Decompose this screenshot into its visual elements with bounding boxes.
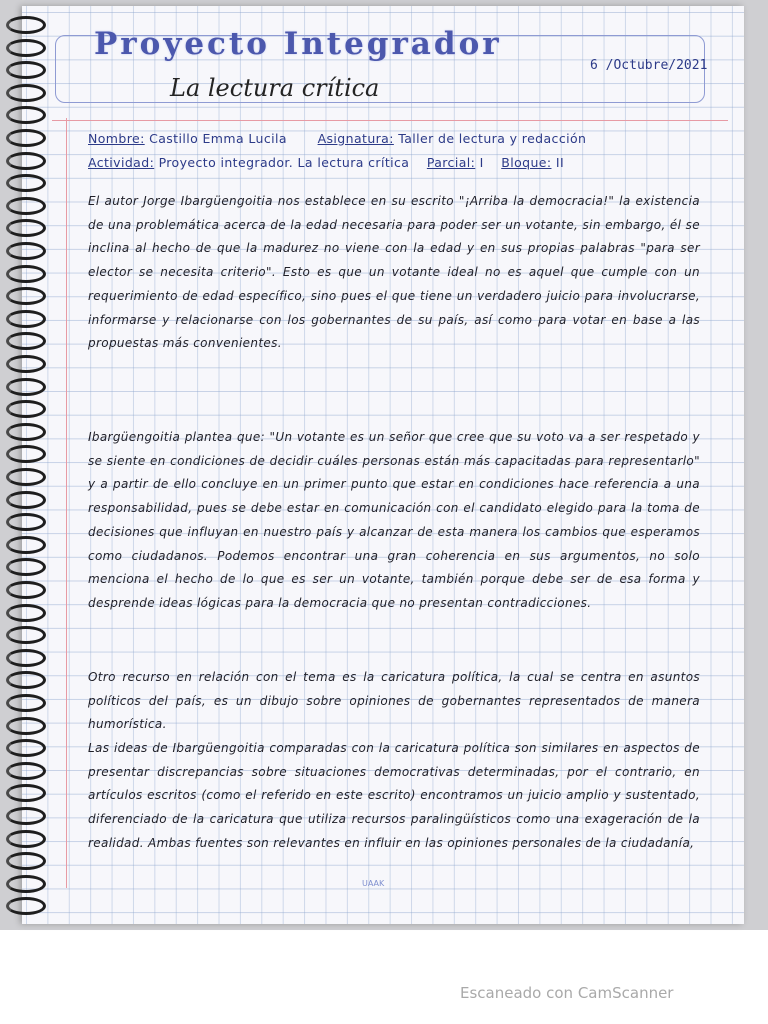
page-subtitle: La lectura crítica [170, 74, 380, 102]
spiral-coil [6, 445, 46, 463]
activity-value: Proyecto integrador. La lectura crítica [158, 155, 410, 170]
spiral-coil [6, 219, 46, 237]
spiral-coil [6, 84, 46, 102]
camscanner-watermark: Escaneado con CamScanner [460, 984, 674, 1002]
subject-value: Taller de lectura y redacción [398, 131, 587, 146]
page-title: Proyecto Integrador [94, 26, 502, 62]
spiral-coil [6, 739, 46, 757]
name-label: Nombre: [88, 131, 145, 146]
page-marker: UAAK [362, 879, 385, 888]
spiral-coil [6, 852, 46, 870]
spiral-coil [6, 355, 46, 373]
spiral-coil [6, 174, 46, 192]
paragraph-4: Las ideas de Ibargüengoitia comparadas con la caricatura política son similares en aspectos de presentar discrepancias sobre situaciones democrativas determinadas, por el contrario, en artículos escritos (como el referido en este escrito) encontramos un juicio amplio y sustentado, diferenciado de la caricatura que utiliza recursos paralingüísticos como una exageración de la realidad. Ambas fuentes son relevantes en influir en las opiniones personales de la ciudadanía, [88, 741, 700, 850]
meta-line-2 [88, 155, 564, 170]
spiral-coil [6, 762, 46, 780]
spiral-coil [6, 649, 46, 667]
spiral-coil [6, 694, 46, 712]
spiral-coil [6, 287, 46, 305]
spiral-coil [6, 152, 46, 170]
header-rule [52, 120, 728, 121]
paragraph-2: Ibargüengoitia plantea que: "Un votante es un señor que cree que su voto va a ser respetado y se siente en condiciones de decidir cuáles personas están más capacitadas para representarlo" y a partir de ello concluye en un primer punto que estar en condiciones hace referencia a una responsabilidad, pues se debe estar en comunicación con el candidato elegido para la toma de decisiones que influyan en nuestro país y alcanzar de esta manera los cambios que esperamos como ciudadanos. Podemos encontrar una gran coherencia en sus argumentos, no solo menciona el hecho de lo que es ser un votante, también porque debe ser de esa forma y desprende ideas lógicas para la democracia que no presentan contradicciones. [88, 430, 700, 610]
spiral-coil [6, 830, 46, 848]
spiral-coil [6, 197, 46, 215]
spiral-coil [6, 671, 46, 689]
spiral-coil [6, 400, 46, 418]
spiral-coil [6, 242, 46, 260]
date-text: 6 /Octubre/2021 [590, 58, 708, 73]
spiral-coil [6, 897, 46, 915]
spiral-coil [6, 468, 46, 486]
spiral-coil [6, 332, 46, 350]
activity-label: Actividad: [88, 155, 155, 170]
paragraph-3: Otro recurso en relación con el tema es la caricatura política, la cual se centra en asuntos políticos del país, es un dibujo sobre opiniones de gobernantes representados de manera humorística. [88, 670, 700, 732]
paragraph-1: El autor Jorge Ibargüengoitia nos establece en su escrito "¡Arriba la democracia!" la existencia de una problemática acerca de la edad necesaria para poder ser un votante, sin embargo, él se inclina al hecho de que la madurez no viene con la edad y en sus propias palabras "para ser elector se necesita criterio". Esto es que un votante ideal no es aquel que cumple con un requerimiento de edad específico, sino pues el que tiene un verdadero juicio para involucrarse, informarse y relacionarse con los gobernantes de su país, así como para votar en base a las propuestas más convenientes. [88, 194, 700, 351]
spiral-coil [6, 604, 46, 622]
spiral-binding [0, 0, 60, 930]
block-value: II [555, 155, 565, 170]
spiral-coil [6, 61, 46, 79]
subject-label: Asignatura: [317, 131, 394, 146]
spiral-coil [6, 626, 46, 644]
name-value: Castillo Emma Lucila [149, 131, 287, 146]
margin-line [66, 118, 67, 888]
meta-line-1 [88, 131, 586, 146]
spiral-coil [6, 536, 46, 554]
spiral-coil [6, 717, 46, 735]
spiral-coil [6, 581, 46, 599]
partial-label: Parcial: [426, 155, 476, 170]
spiral-coil [6, 106, 46, 124]
spiral-coil [6, 875, 46, 893]
spiral-coil [6, 16, 46, 34]
spiral-coil [6, 265, 46, 283]
spiral-coil [6, 491, 46, 509]
block-label: Bloque: [501, 155, 552, 170]
spiral-coil [6, 129, 46, 147]
spiral-coil [6, 378, 46, 396]
spiral-coil [6, 807, 46, 825]
spiral-coil [6, 784, 46, 802]
spiral-coil [6, 513, 46, 531]
spiral-coil [6, 39, 46, 57]
partial-value: I [479, 155, 484, 170]
spiral-coil [6, 423, 46, 441]
spiral-coil [6, 558, 46, 576]
spiral-coil [6, 310, 46, 328]
